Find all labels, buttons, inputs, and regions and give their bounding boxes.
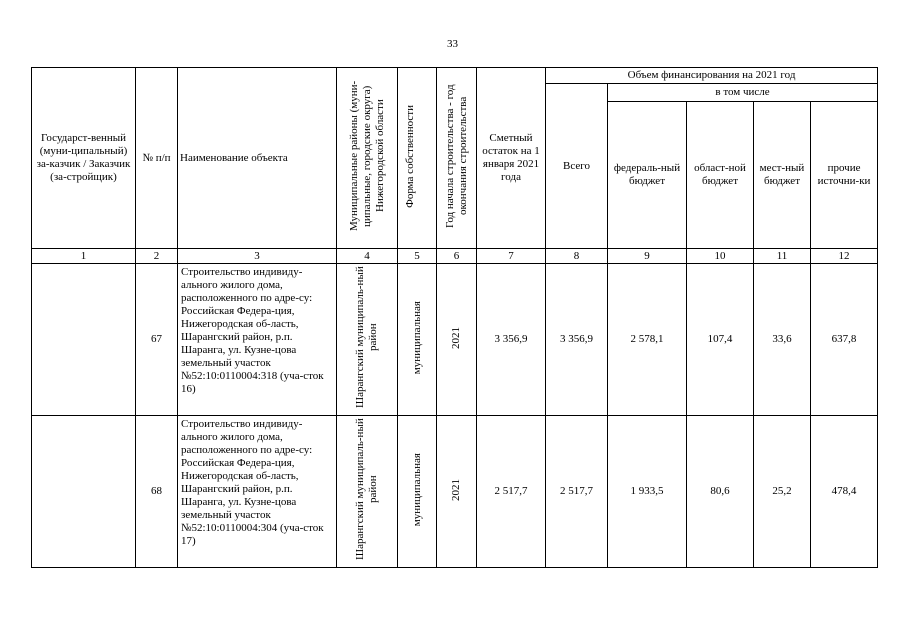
cell-district bbox=[337, 264, 398, 416]
cell-local: 25,2 bbox=[754, 416, 811, 568]
column-number: 1 bbox=[32, 249, 136, 264]
page-number: 33 bbox=[447, 38, 458, 50]
cell-years bbox=[437, 416, 477, 568]
header-federal: федераль-ный бюджет bbox=[608, 102, 687, 249]
cell-years bbox=[437, 264, 477, 416]
cell-district-text: Шарангский муниципаль-ный район bbox=[354, 418, 379, 561]
cell-district-text: Шарангский муниципаль-ный район bbox=[354, 266, 379, 409]
column-number: 7 bbox=[477, 249, 546, 264]
table-row bbox=[32, 264, 878, 416]
cell-years-text: 2021 bbox=[450, 478, 462, 501]
cell-years-text: 2021 bbox=[450, 326, 462, 349]
column-number: 3 bbox=[178, 249, 337, 264]
column-number: 4 bbox=[337, 249, 398, 264]
header-object-name-text: Наименование объекта bbox=[180, 151, 288, 164]
cell-ownership bbox=[398, 416, 437, 568]
header-regional: област-ной бюджет bbox=[687, 102, 754, 249]
cell-customer bbox=[32, 416, 136, 568]
column-number: 5 bbox=[398, 249, 437, 264]
cell-total: 3 356,9 bbox=[546, 264, 608, 416]
column-number: 11 bbox=[754, 249, 811, 264]
cell-total: 2 517,7 bbox=[546, 416, 608, 568]
cell-regional: 80,6 bbox=[687, 416, 754, 568]
header-object-name bbox=[178, 68, 337, 249]
column-number: 2 bbox=[136, 249, 178, 264]
header-district-text: Муниципальные районы (муни-ципальные, городские округа) Нижегородской области bbox=[347, 80, 386, 232]
header-ownership bbox=[398, 68, 437, 249]
cell-object-name: Строительство индивиду-ального жилого дома, расположенного по адре-су: Российская Федера-ция, Нижегородская об-ласть, Шарангский район, р.п. Шаранга, ул. Кузне-цова земельный участок №52:10:0110004:318 (уча-сток 16) bbox=[178, 264, 337, 416]
header-total: Всего bbox=[546, 84, 608, 249]
header-ownership-text: Форма собственности bbox=[404, 104, 416, 208]
header-other: прочие источни-ки bbox=[811, 102, 878, 249]
header-number: № п/п bbox=[136, 68, 178, 249]
column-number: 9 bbox=[608, 249, 687, 264]
header-funding-group: Объем финансирования на 2021 год bbox=[546, 68, 878, 84]
cell-federal: 2 578,1 bbox=[608, 264, 687, 416]
cell-regional: 107,4 bbox=[687, 264, 754, 416]
cell-remainder: 2 517,7 bbox=[477, 416, 546, 568]
cell-remainder: 3 356,9 bbox=[477, 264, 546, 416]
cell-other: 637,8 bbox=[811, 264, 878, 416]
cell-ownership bbox=[398, 264, 437, 416]
table-row bbox=[32, 416, 878, 568]
cell-ownership-text: муниципальная bbox=[410, 300, 423, 375]
column-number: 6 bbox=[437, 249, 477, 264]
cell-federal: 1 933,5 bbox=[608, 416, 687, 568]
header-district bbox=[337, 68, 398, 249]
cell-number: 67 bbox=[136, 264, 178, 416]
cell-local: 33,6 bbox=[754, 264, 811, 416]
header-including: в том числе bbox=[608, 84, 878, 102]
financing-table bbox=[31, 67, 878, 568]
column-number: 10 bbox=[687, 249, 754, 264]
header-customer: Государст-венный (муни-ципальный) за-казчик / Заказчик (за-стройщик) bbox=[32, 68, 136, 249]
column-numbers-row bbox=[32, 249, 878, 264]
cell-number: 68 bbox=[136, 416, 178, 568]
column-number: 12 bbox=[811, 249, 878, 264]
header-years-text: Год начала строительства - год окончания строительства bbox=[443, 84, 469, 228]
cell-other: 478,4 bbox=[811, 416, 878, 568]
cell-ownership-text: муниципальная bbox=[410, 452, 423, 527]
cell-object-name: Строительство индивиду-ального жилого дома, расположенного по адре-су: Российская Федера-ция, Нижегородская об-ласть, Шарангский район, р.п. Шаранга, ул. Кузне-цова земельный участок №52:10:0110004:304 (уча-сток 17) bbox=[178, 416, 337, 568]
header-local: мест-ный бюджет bbox=[754, 102, 811, 249]
column-number: 8 bbox=[546, 249, 608, 264]
header-remainder: Сметный остаток на 1 января 2021 года bbox=[477, 68, 546, 249]
cell-district bbox=[337, 416, 398, 568]
cell-customer bbox=[32, 264, 136, 416]
header-years bbox=[437, 68, 477, 249]
